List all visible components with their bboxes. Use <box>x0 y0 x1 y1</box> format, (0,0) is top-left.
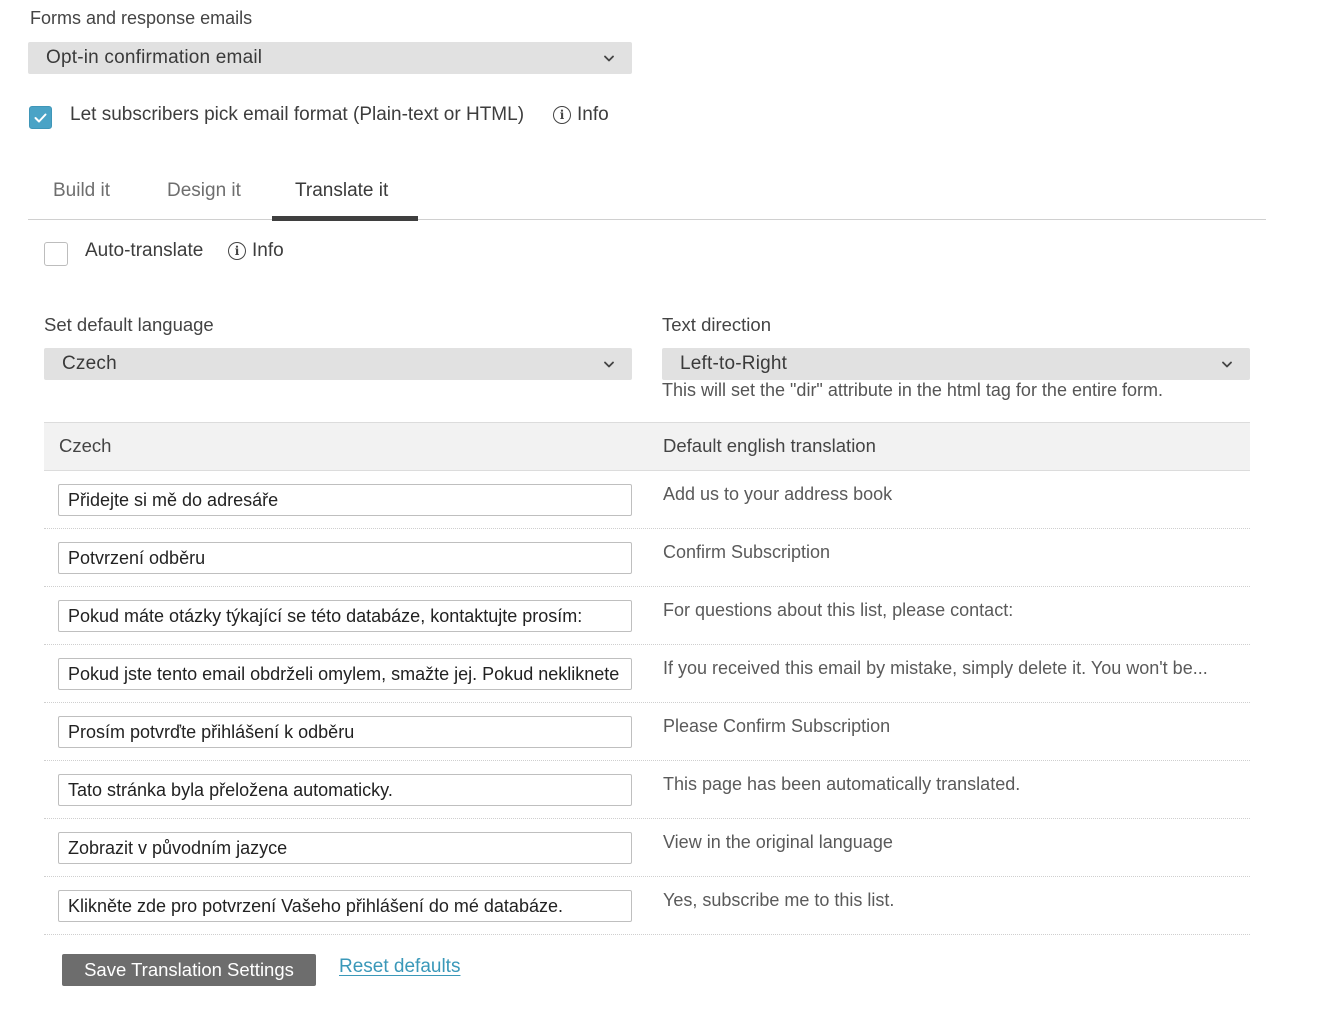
translation-input[interactable] <box>58 890 632 922</box>
chevron-down-icon <box>602 357 616 371</box>
default-language-label: Set default language <box>44 314 214 335</box>
default-translation-text: Confirm Subscription <box>663 542 831 562</box>
table-row <box>44 819 1250 877</box>
translation-input[interactable] <box>58 832 632 864</box>
tabs-divider <box>28 219 1266 220</box>
default-translation-text: For questions about this list, please contact: <box>663 600 1014 620</box>
text-direction-label: Text direction <box>662 314 771 335</box>
text-direction-help: This will set the "dir" attribute in the html tag for the entire form. <box>662 380 1163 400</box>
translation-input[interactable] <box>58 542 632 574</box>
translation-input[interactable] <box>58 658 632 690</box>
table-row <box>44 471 1250 529</box>
column-header-default: Default english translation <box>663 435 876 456</box>
email-format-label: Let subscribers pick email format (Plain-text or HTML) <box>70 104 525 125</box>
info-icon: i <box>553 106 571 124</box>
form-type-select[interactable] <box>28 42 632 74</box>
info-label: Info <box>252 240 284 261</box>
table-row <box>44 761 1250 819</box>
text-direction-select[interactable] <box>662 348 1250 380</box>
default-translation-text: Please Confirm Subscription <box>663 716 891 736</box>
translation-input[interactable] <box>58 716 632 748</box>
default-translation-text: View in the original language <box>663 832 893 852</box>
translation-input[interactable] <box>58 774 632 806</box>
default-translation-text: This page has been automatically translated. <box>663 774 1021 794</box>
table-row <box>44 587 1250 645</box>
default-translation-text: Yes, subscribe me to this list. <box>663 890 895 910</box>
tab-design-it[interactable]: Design it <box>167 180 241 201</box>
save-translation-settings-button[interactable]: Save Translation Settings <box>62 954 316 986</box>
translation-table-header <box>44 422 1250 471</box>
table-row <box>44 529 1250 587</box>
auto-translate-checkbox[interactable] <box>44 242 68 266</box>
table-row <box>44 645 1250 703</box>
default-translation-text: Add us to your address book <box>663 484 893 504</box>
column-header-translation: Czech <box>59 435 112 456</box>
email-format-info-link[interactable] <box>553 104 609 126</box>
tab-build-it[interactable]: Build it <box>53 180 111 201</box>
section-label: Forms and response emails <box>30 8 253 28</box>
tab-translate-it[interactable]: Translate it <box>295 180 389 201</box>
chevron-down-icon <box>602 51 616 65</box>
text-direction-value: Left-to-Right <box>680 353 788 374</box>
form-type-select-value: Opt-in confirmation email <box>46 47 263 68</box>
table-row <box>44 877 1250 935</box>
info-label: Info <box>577 104 609 125</box>
auto-translate-label: Auto-translate <box>85 240 204 261</box>
active-tab-indicator <box>272 216 418 221</box>
info-icon: i <box>228 242 246 260</box>
default-language-value: Czech <box>62 353 117 374</box>
translation-input[interactable] <box>58 600 632 632</box>
check-icon <box>34 113 47 123</box>
table-row <box>44 703 1250 761</box>
reset-defaults-link[interactable]: Reset defaults <box>339 956 461 977</box>
default-translation-text: If you received this email by mistake, simply delete it. You won't be... <box>663 658 1208 678</box>
translation-input[interactable] <box>58 484 632 516</box>
chevron-down-icon <box>1220 357 1234 371</box>
auto-translate-info-link[interactable] <box>228 240 284 262</box>
email-format-checkbox[interactable] <box>29 106 52 129</box>
default-language-select[interactable] <box>44 348 632 380</box>
